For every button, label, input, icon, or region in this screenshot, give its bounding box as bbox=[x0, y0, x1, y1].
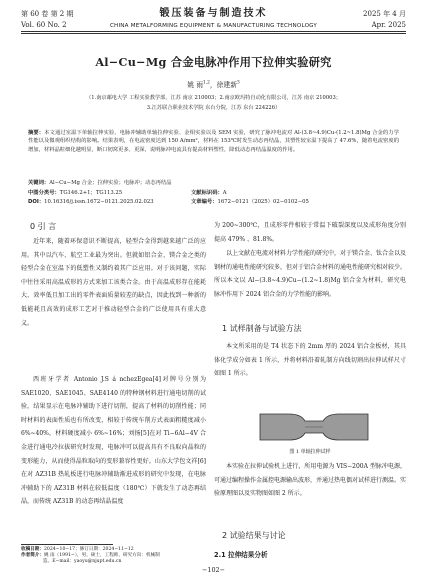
right-paragraph-2: 以上文献在电流对材料力学性能的研究中，对于镁合金、钛合金以及钢材的通电性能研究较多，但对于铝合金材料的通电性能研究相对较少。所以本文以 Al−(3.8~4.9)Cu−(1.2~1.8)Mg 铝合金为材料，研究电脉冲作用下 2024 铝合金的力学性能的影响。 bbox=[214, 250, 407, 298]
journal-name-cn: 锻压装备与制造技术 bbox=[159, 8, 268, 19]
received-label: 收稿日期： bbox=[21, 547, 44, 552]
article-number-label: 文章编号： bbox=[191, 199, 218, 205]
author-bio-text: 姚 雨（1991−），男，硕士，工程师，研究方向：机械制 bbox=[43, 553, 160, 558]
date-cn: 2025 年 4 月 bbox=[363, 10, 406, 18]
document-code-label: 文献标识码： bbox=[191, 190, 223, 196]
author-separator: ， bbox=[209, 81, 217, 89]
section-1-paragraph-2: 本实验在拉伸试验机上进行，所用电源为 VIS−200A 型脉冲电源，可通过编程操作金属控电源输出波形，并通过热电偶对试样进行测温。实验原理图以及实物图如图 2 所示。 bbox=[214, 463, 407, 498]
author-bio-label: 作者简介： bbox=[21, 553, 44, 558]
clc-label: 中图分类号： bbox=[28, 190, 60, 196]
author-2-affil: 3 bbox=[237, 80, 240, 86]
figure-1-caption: 图 1 单轴拉伸试样 bbox=[289, 449, 331, 455]
tensile-specimen-figure bbox=[259, 409, 369, 445]
keywords-label: 关键词： bbox=[28, 180, 50, 186]
author-2-name: 徐建新 bbox=[216, 81, 238, 89]
intro-paragraph-1: 近年来，随着环保意识不断提高，轻型合金得到越来越广泛的应用。其中以汽车、航空工业最为突出。但就如铝合金、镁合金之类的轻型合金在室温下的低塑性又制约着其广泛应用。对于该问题，实际中往往采用高温成形的方式来加工该类合金。由于高温成形存在能耗大、效率低且加工出的零件表面质量较差的缺点，因此找到一种新的低能耗且高效的成形工艺对于推动轻型合金的广泛使用具有重大意义。 bbox=[21, 238, 206, 327]
right-paragraph-1: 为 200~300℃，且成形零件相较于常温下破裂深度以及成形角度分别提高 479% 、81.8%。 bbox=[214, 222, 406, 243]
document-code: A bbox=[222, 190, 227, 196]
doi-row bbox=[28, 197, 309, 205]
affiliation-line-1: （1.南京邮电大学 工程实验教学部，江苏 南京 210003；2.南京欧玛特自动化有限公司，江苏 南京 210003； bbox=[86, 95, 341, 101]
volume-issue-cn: 第 60 卷 第 2 期 bbox=[21, 10, 74, 18]
section-2-1-heading: 2.1 拉伸结果分析 bbox=[214, 551, 268, 559]
doi: 10.16316/j.issn.1672−0121.2025.02.023 bbox=[44, 199, 154, 205]
abstract-text: 本文通过室温下单轴拉伸实验、电脉冲辅助单轴拉伸实验、金相实验以及 SEM 实验，研究了脉冲电流对 Al-(3.8~4.9)Cu-(1.2~1.8)Mg 合金的力学性能以及微观组织结构的影响。结果表明，在电流密度达到 150 A/mm²，材料在 153℃时发生动态再结晶，其塑性较室温下提高了 47.6%，随着电流密度的增加，材料晶粒细化越明显，断口韧窝更多、更深，说明脉冲电流具有提高材料塑性，降低动态再结晶温度的作用。 bbox=[28, 130, 399, 153]
author-email: 造。E−mail：yaoyu@njupt.edu.cn bbox=[43, 559, 122, 564]
affiliation-line-2: 3.江苏联合职业技术学院 东台分院，江苏 东台 224226） bbox=[146, 105, 281, 111]
date-en: Apr. 2025 bbox=[371, 21, 406, 29]
intro-paragraph-2: 西班牙学者 Antonio J.S á nchezEgea[4]对牌号分别为 SAE1020、SAE1045、SAE4140 的特种钢材料进行通电切削的试验，结果显示在电脉冲辅助下进行切削，提高了材料的切削性能；同时材料的表面性质也有所改变，相较于传统车削方式表面粗糙度减小 6%~40%，材料硬度减小 6%~16%；刘扬[5]在对 Ti−6Al−4V 合金进行通电冷拉拔研究时发现，电脉冲可以提高具有不良取向晶粒的变形能力，从而使得晶粒取向的变形兼容性更好。山东大学包文祥[6]在对 AZ31B 热轧板进行电脉冲辅助渐进成形的研究中发现，在电脉冲辅助下的 AZ31B 材料在较低温度（180℃）下就发生了动态再结晶，而传统 AZ31B 的动态再结晶温度 bbox=[21, 376, 206, 506]
doi-label: DOI： bbox=[28, 199, 45, 205]
header-rule-bottom bbox=[21, 33, 406, 34]
section-intro-heading: 0 引 言 bbox=[30, 222, 57, 231]
journal-name-en: CHINA METALFORMING EQUIPMENT & MANUFACTURING TECHNOLOGY bbox=[109, 23, 318, 29]
page-number: −102− bbox=[202, 566, 225, 574]
paper-title: Al−Cu−Mg 合金电脉冲作用下拉伸实验研究 bbox=[95, 55, 332, 69]
header-rule-top bbox=[21, 31, 406, 32]
footnote-rule bbox=[21, 544, 113, 545]
section-1-paragraph-1: 本文所采用的是 T4 状态下的 2mm 厚的 2024 铝合金板材，其具体化学成分如表 1 所示，并将材料沿着轧制方向线切割出拉伸试样尺寸如图 1 所示。 bbox=[214, 343, 406, 378]
volume-issue-en: Vol. 60 No. 2 bbox=[21, 21, 67, 29]
section-1-heading: 1 试样制备与试验方法 bbox=[222, 324, 302, 333]
received-value: 2024−10−17；修订日期：2024−11−12 bbox=[43, 547, 134, 552]
abstract-label: 摘要： bbox=[28, 130, 45, 136]
author-line bbox=[0, 79, 427, 89]
keywords-text: Al−Cu−Mg 合金；拉伸实验；电脉冲；动态再结晶 bbox=[49, 180, 172, 186]
article-number: 1672−0121（2025）02−0102−05 bbox=[217, 199, 309, 205]
keywords bbox=[28, 178, 399, 186]
section-2-heading: 2 试验结果与讨论 bbox=[222, 531, 286, 540]
author-1-name: 姚 雨 bbox=[187, 81, 203, 89]
classification-row bbox=[28, 188, 227, 196]
abstract bbox=[28, 129, 399, 154]
author-1-affil: 1,2 bbox=[203, 80, 210, 86]
clc-number: TG146.2+1；TG113.25 bbox=[59, 190, 123, 196]
